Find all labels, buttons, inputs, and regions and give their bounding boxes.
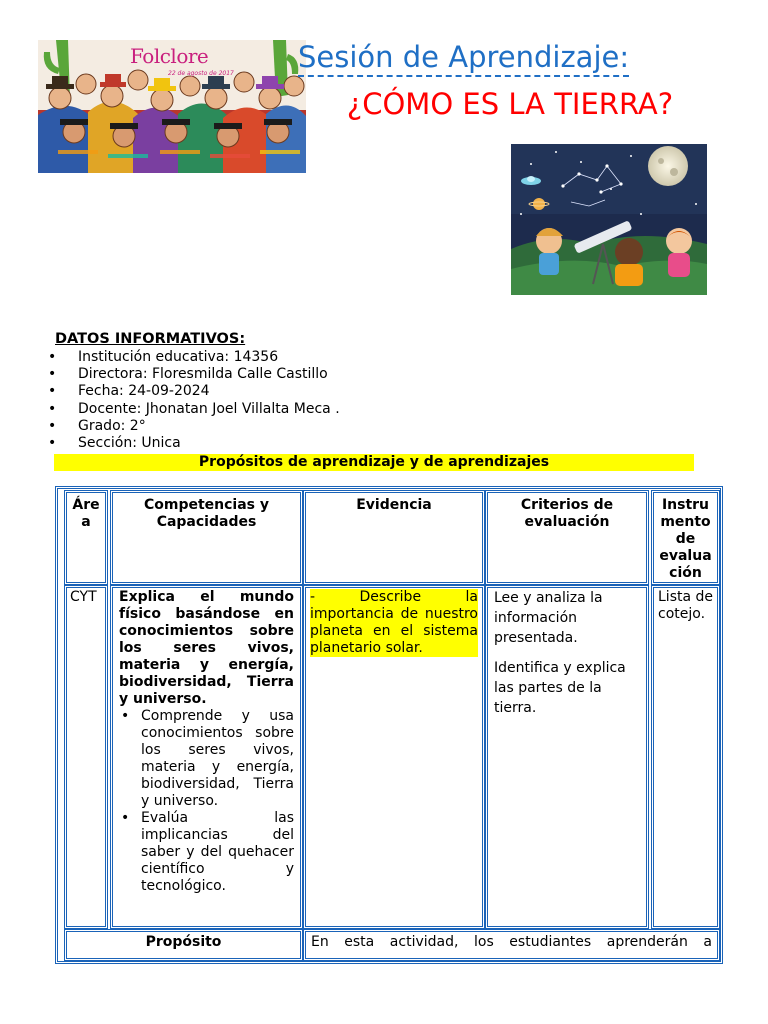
criteria-cell: [485, 585, 649, 929]
competency-text: Explica el mundo físico basándose en conocimientos sobre los seres vivos, materia y energía, biodiversidad, Tierra y universo.: [119, 589, 294, 707]
area-cell: CYT: [64, 585, 108, 929]
datos-list: [48, 349, 340, 452]
table-header-evidence: Evidencia: [303, 490, 485, 585]
competency-cell: [110, 585, 303, 929]
datos-item: • Institución educativa: 14356: [48, 349, 340, 366]
capacity-item: • Evalúa las implicancias del saber y del quehacer científico y tecnológico.: [119, 810, 294, 895]
evidence-text: - Describe la importancia de nuestro planeta en el sistema planetario solar.: [310, 589, 478, 656]
purpose-label-cell: Propósito: [64, 929, 303, 961]
purposes-heading: Propósitos de aprendizaje y de aprendizajes: [54, 454, 694, 471]
session-title: Sesión de Aprendizaje:: [298, 40, 768, 74]
telescope-illustration: [511, 144, 707, 295]
datos-item: • Directora: Floresmilda Calle Castillo: [48, 366, 340, 383]
criteria-item: Identifica y explica las partes de la tierra.: [494, 660, 626, 716]
datos-item: • Grado: 2°: [48, 418, 340, 435]
capacity-item: • Comprende y usa conocimientos sobre los seres vivos, materia y energía, biodiversidad, Tierra y universo.: [119, 708, 294, 810]
capacities-list: [119, 708, 294, 895]
table-header-instrument: Instru mento de evalua ción: [651, 490, 720, 585]
table-header-competencies: Competencias y Capacidades: [110, 490, 303, 585]
folklore-date-text: 22 de agosto de 2017: [168, 70, 234, 77]
evidence-cell: [303, 585, 485, 929]
folklore-banner-image: [38, 40, 306, 173]
datos-item: • Sección: Unica: [48, 435, 340, 452]
night-sky-children-image: [511, 144, 707, 295]
datos-heading: DATOS INFORMATIVOS:: [55, 331, 246, 347]
folklore-logo-text: Folclore: [130, 44, 209, 68]
table-header-area: Áre a: [64, 490, 108, 585]
datos-item: • Docente: Jhonatan Joel Villalta Meca .: [48, 401, 340, 418]
session-subtitle: ¿CÓMO ES LA TIERRA?: [346, 87, 674, 121]
criteria-item: Lee y analiza la información presentada.: [494, 590, 603, 646]
purpose-text-cell: En esta actividad, los estudiantes aprenderán a: [303, 929, 720, 961]
instrument-cell: Lista de cotejo.: [651, 585, 720, 929]
table-header-criteria: Criterios de evaluación: [485, 490, 649, 585]
datos-item: • Fecha: 24-09-2024: [48, 383, 340, 400]
